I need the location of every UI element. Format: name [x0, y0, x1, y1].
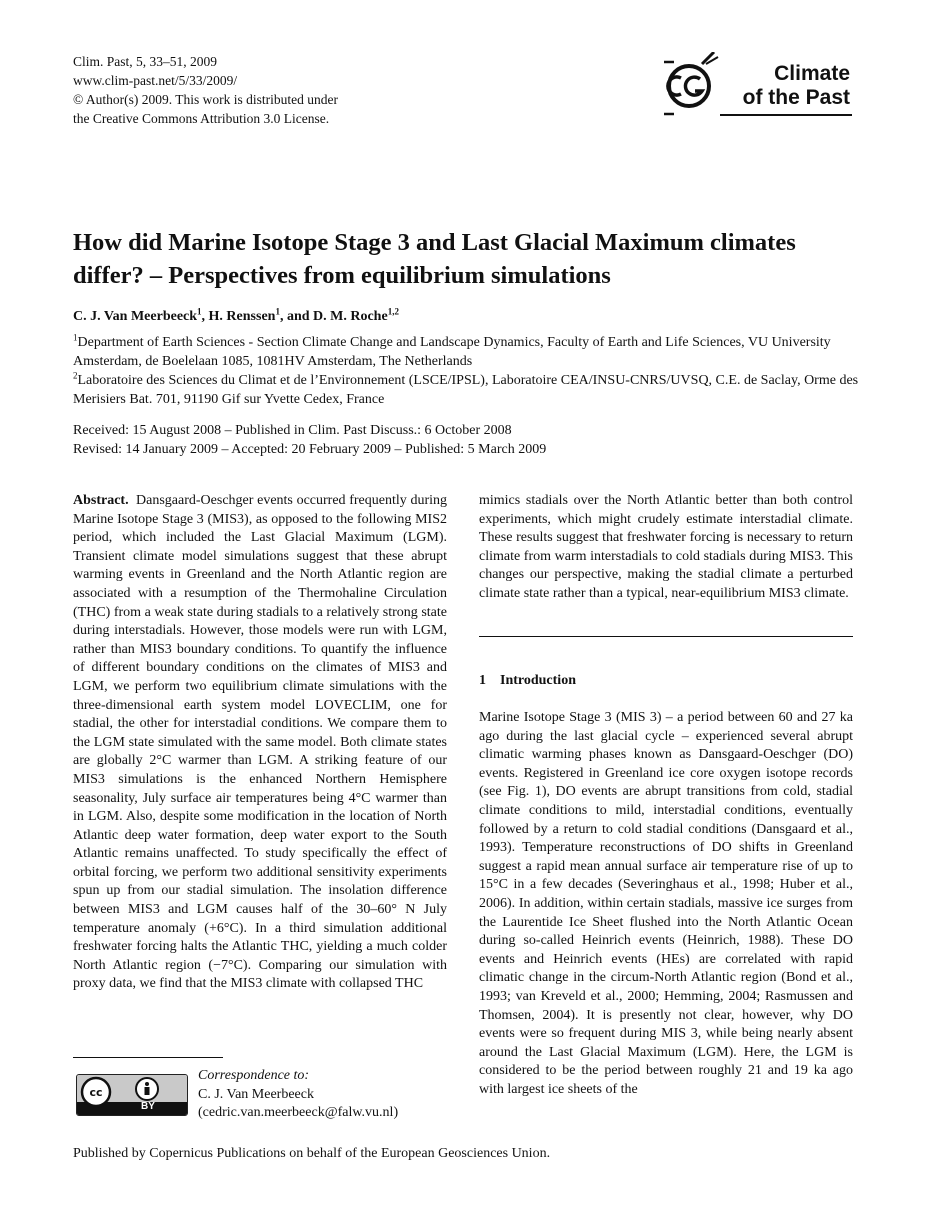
section-title: Introduction — [500, 673, 576, 688]
abstract-text: Dansgaard-Oeschger events occurred frequently during Marine Isotope Stage 3 (MIS3), as opposed to the following MIS2 period, which included the Last Glacial Maximum (LGM). Transient climate model simulations suggest that these abrupt warming events in Greenland and the North Atlantic region are associated with a resumption of the Thermohaline Circulation (THC) from a weak state during stadials to a relatively strong state during interstadials. However, those models were run with LGM, rather than MIS3 boundary conditions. To quantify the influence of different boundary conditions on the climates of MIS3 and LGM, we perform two equilibrium climate simulations with the three-dimensional earth system model LOVECLIM, one for stadial, the other for interstadial conditions. We compare them to the LGM state simulated with the same model. Both climate states are globally 2°C warmer than LGM. A striking feature of our MIS3 simulations is the enhanced Northern Hemisphere seasonality, July surface air temperatures being 4°C warmer than in LGM. Also, despite some modification in the location of North Atlantic deep water formation, deep water export to the South Atlantic remains unaffected. To study specifically the effect of orbital forcing, we perform two additional sensitivity experiments spun up from our stadial simulation. The insolation difference between MIS3 and LGM causes half of the 30–60° N July temperature anomaly (+6°C). In a third simulation additional freshwater forcing halts the Atlantic THC, yielding a much colder North Atlantic region (−7°C). Comparing our simulation with proxy data, we find that the MIS3 climate with collapsed THC — [73, 493, 448, 992]
abstract — [73, 492, 447, 994]
abstract-label: Abstract. — [73, 493, 129, 508]
author-name: H. Renssen — [208, 309, 276, 324]
abstract-continuation-text: mimics stadials over the North Atlantic better than both control experiments, which might crudely estimate interstadial climate. These results suggest that freshwater forcing is necessary to return climate from warm interstadials to cold stadials during MIS3. This changes our perspective, making the stadial climate a perturbed climate state rather than a typical, near-equilibrium MIS3 climate. — [479, 493, 853, 601]
author-affiliation-marker: 1 — [197, 306, 202, 317]
climate-of-the-past-emblem-icon — [662, 52, 722, 118]
revised-dates: Revised: 14 January 2009 – Accepted: 20 February 2009 – Published: 5 March 2009 — [73, 442, 547, 457]
publisher-footer: Published by Copernicus Publications on behalf of the European Geosciences Union. — [73, 1146, 551, 1161]
author-separator: , — [201, 309, 209, 324]
author-list — [73, 306, 399, 325]
affiliation-2 — [73, 371, 863, 409]
journal-citation: Clim. Past, 5, 33–51, 2009 — [73, 54, 218, 69]
footnote-divider — [73, 1057, 223, 1058]
affiliation-text: Laboratoire des Sciences du Climat et de l’Environnement (LSCE/IPSL), Laboratoire CEA/INSU-CNRS/UVSQ, C.E. de Saclay, Orme des Merisiers Bat. 701, 91190 Gif sur Yvette Cedex, France — [73, 373, 859, 407]
journal-logo — [662, 52, 852, 122]
author-affiliation-marker: 1 — [275, 306, 280, 317]
affiliation-1 — [73, 333, 863, 371]
logo-title-line2: of the Past — [742, 86, 850, 109]
affiliation-text: Department of Earth Sciences - Section Climate Change and Landscape Dynamics, Faculty of Earth and Life Sciences, VU University Amsterdam, de Boelelaan 1085, 1081HV Amsterdam, The Netherlands — [73, 335, 831, 369]
received-dates: Received: 15 August 2008 – Published in Clim. Past Discuss.: 6 October 2008 — [73, 423, 512, 438]
introduction-paragraph: Marine Isotope Stage 3 (MIS 3) – a period between 60 and 27 ka ago during the last glacial cycle – experienced several abrupt climatic warming phases known as Dansgaard-Oeschger (DO) events. Registered in Greenland ice core oxygen isotope records (see Fig. 1), DO events are abrupt transitions from cold, stadial climate conditions to mild, interstadial conditions, eventually followed by a return to cold stadial conditions (Dansgaard et al., 1993). Temperature reconstructions of DO shifts in Greenland suggest a rapid mean annual surface air temperature rise of up to 15°C in a few decades (Severinghaus et al., 1998; Huber et al., 2006). In addition, within certain stadials, massive ice surges from the Laurentide Ice Sheet flushed into the North Atlantic Ocean during so-called Heinrich events (Heinrich, 1988). These DO events and Heinrich events (HEs) are correlated with rapid climatic change in the circum-North Atlantic region (Bond et al., 1993; van Kreveld et al., 2000; Hemming, 2004; Rasmussen and Thomsen, 2004). It is presently not clear, however, why DO events were so frequent during MIS 3, while being nearly absent around the Last Glacial Maximum (LGM). Here, the LGM is considered to be the period between roughly 21 and 19 ka ago with largest ice sheets of the — [479, 710, 853, 1097]
abstract-divider — [479, 636, 853, 637]
creative-commons-icon — [77, 1075, 187, 1115]
logo-title-line1: Climate — [774, 62, 850, 85]
author-name: D. M. Roche — [313, 309, 388, 324]
logo-rule — [720, 114, 852, 116]
cc-by-label: BY — [141, 1101, 155, 1112]
abstract-continuation — [479, 492, 853, 604]
correspondence-label: Correspondence to: — [198, 1068, 310, 1083]
affiliation-marker: 2 — [73, 370, 78, 381]
author-affiliation-marker: 1,2 — [387, 306, 399, 317]
author-name: C. J. Van Meerbeeck — [73, 309, 198, 324]
svg-text:cc: cc — [89, 1086, 103, 1099]
copyright-line: © Author(s) 2009. This work is distributed under — [73, 92, 338, 107]
journal-url[interactable]: www.clim-past.net/5/33/2009/ — [73, 73, 238, 88]
correspondence-block — [198, 1067, 398, 1123]
section-number: 1 — [479, 673, 486, 688]
introduction-body — [479, 709, 853, 1099]
author-separator: , and — [279, 309, 314, 324]
license-line: the Creative Commons Attribution 3.0 License. — [73, 111, 330, 126]
cc-by-license-badge[interactable] — [76, 1074, 188, 1116]
correspondence-name: C. J. Van Meerbeeck — [198, 1086, 314, 1102]
section-heading-introduction — [479, 673, 576, 689]
correspondence-email[interactable]: (cedric.van.meerbeeck@falw.vu.nl) — [198, 1105, 399, 1121]
affiliation-marker: 1 — [73, 332, 78, 343]
article-title: How did Marine Isotope Stage 3 and Last Glacial Maximum climates differ? – Perspectives from equilibrium simulations — [73, 229, 796, 289]
